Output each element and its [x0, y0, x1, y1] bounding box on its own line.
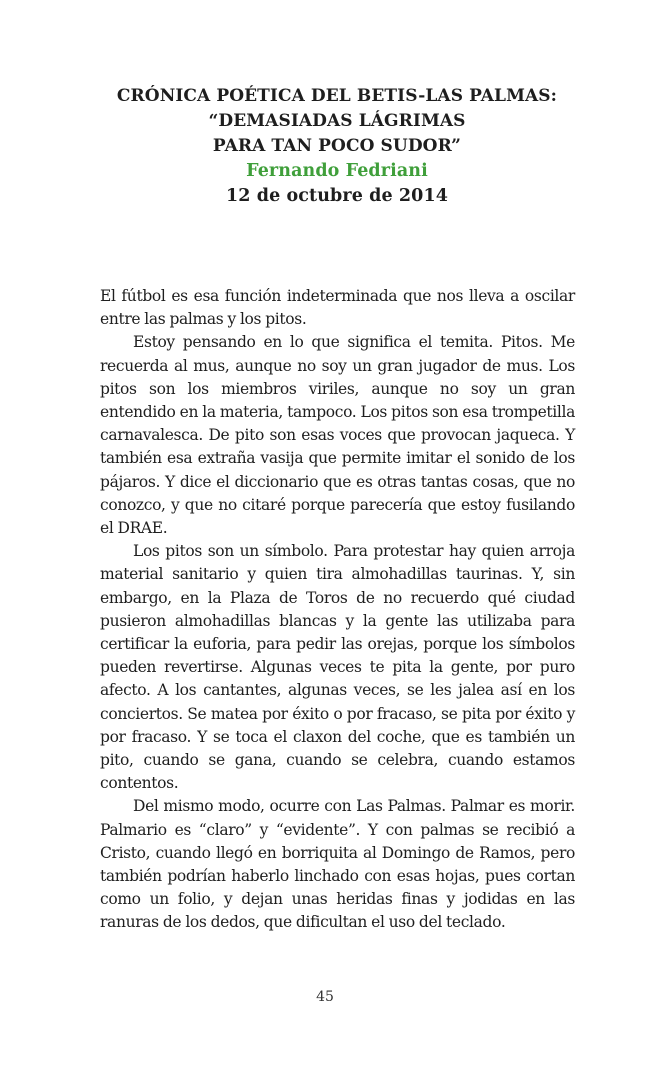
paragraph-1: El fútbol es esa función indeterminada que nos lleva a oscilar entre las palmas y los pitos.	[100, 287, 575, 329]
chapter-title-line-3: PARA TAN POCO SUDOR”	[212, 136, 462, 156]
author-name: Fernando Fedriani	[246, 161, 428, 181]
body-text	[100, 285, 575, 935]
chapter-title-line-1: CRÓNICA POÉTICA DEL BETIS-LAS PALMAS:	[116, 86, 558, 106]
chapter-title-line-2: “DEMASIADAS LÁGRIMAS	[208, 111, 466, 131]
paragraph-3: Los pitos son un símbolo. Para protestar hay quien arroja material sanitario y quien tira almohadillas taurinas. Y, sin embargo, en la Plaza de Toros de no recuerdo qué ciudad pusieron almohadillas blancas y la gente las utilizaba para certificar la euforia, para pedir las orejas, porque los símbolos pueden revertirse. Algunas veces te pita la gente, por puro afecto. A los cantantes, algunas veces, se les jalea así en los conciertos. Se matea por éxito o por fracaso, se pita por éxito y por fracaso. Y se toca el claxon del coche, que es también un pito, cuando se gana, cuando se celebra, cuando estamos contentos.	[100, 542, 575, 793]
chapter-date: 12 de octubre de 2014	[226, 186, 448, 206]
paragraph-2: Estoy pensando en lo que significa el temita. Pitos. Me recuerda al mus, aunque no soy un gran jugador de mus. Los pitos son los miembros viriles, aunque no soy un gran entendido en la materia, tampoco. Los pitos son esa trompetilla carnavalesca. De pito son esas voces que provocan jaqueca. Y también esa extraña vasija que permite imitar el sonido de los pájaros. Y dice el diccionario que es otras tantas cosas, que no conozco, y que no citaré porque parecería que estoy fusilando el DRAE.	[100, 333, 575, 538]
chapter-header	[90, 84, 584, 209]
paragraph-4: Del mismo modo, ocurre con Las Palmas. Palmar es morir. Palmario es “claro” y “evidente”. Y con palmas se recibió a Cristo, cuando llegó en borriquita al Domingo de Ramos, pero también podrían haberlo linchado con esas hojas, pues cortan como un folio, y dejan unas heridas finas y jodidas en las ranuras de los dedos, que dificultan el uso del teclado.	[100, 797, 575, 932]
page-number: 45	[316, 989, 334, 1005]
